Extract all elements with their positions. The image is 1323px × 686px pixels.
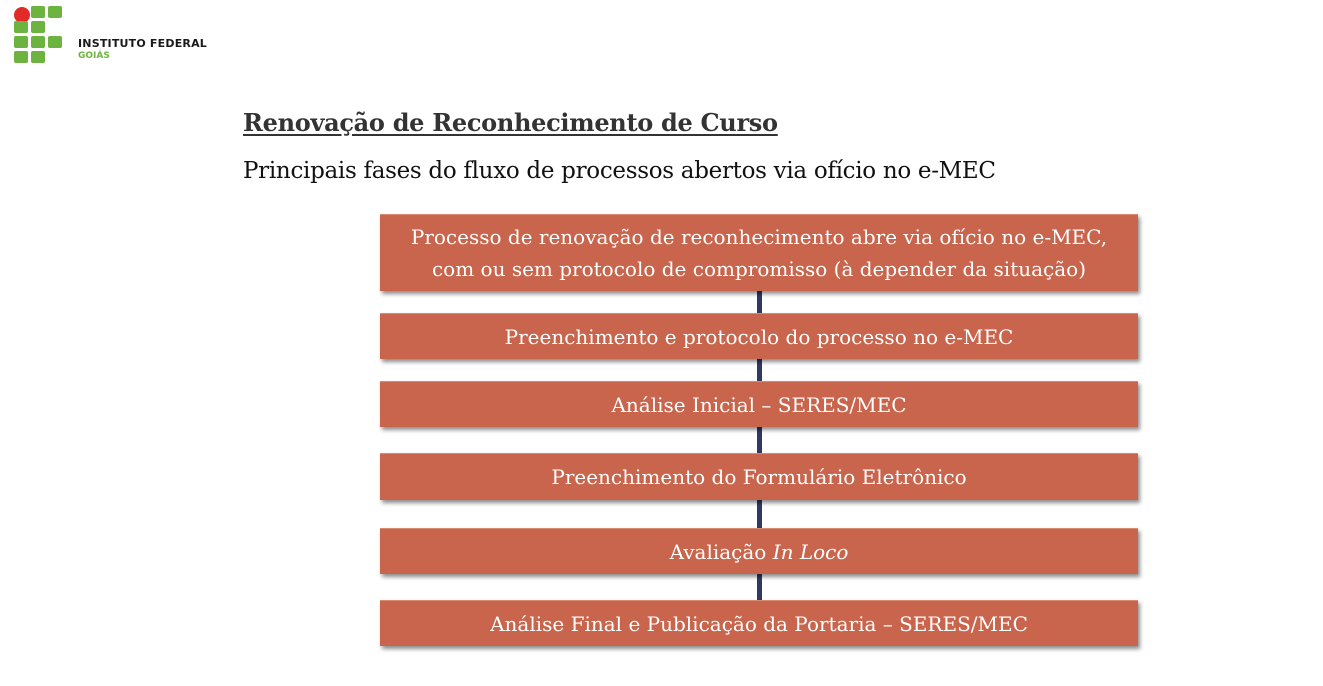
logo-grid-icon: [14, 6, 64, 64]
flow-step-5-text: Avaliação: [669, 539, 767, 564]
flow-step-1-line-1: Processo de renovação de reconhecimento abre via ofício no e-MEC,: [410, 225, 1108, 249]
flow-step-6-label: Análise Final e Publicação da Portaria – SERES/MEC: [490, 611, 1028, 636]
flow-step-1-line-2: com ou sem protocolo de compromisso (à depender da situação): [431, 257, 1087, 281]
flow-step-5-label: [670, 536, 849, 568]
flow-step-1: [380, 214, 1138, 291]
flow-step-6: [380, 600, 1138, 646]
flow-step-4: [380, 453, 1138, 500]
logo-line-1: INSTITUTO FEDERAL: [78, 37, 208, 50]
flow-connector: [757, 426, 762, 454]
flow-step-3-label: Análise Inicial – SERES/MEC: [611, 392, 907, 417]
flow-connector: [757, 358, 762, 382]
page-title: Renovação de Reconhecimento de Curso: [243, 108, 778, 137]
flow-connector: [757, 499, 762, 529]
logo-line-2: GOIÁS: [78, 51, 110, 61]
logo-text: [78, 38, 207, 62]
flow-step-5: [380, 528, 1138, 574]
flow-connector: [757, 290, 762, 314]
institution-logo: [14, 6, 234, 66]
flow-connector: [757, 573, 762, 601]
flow-step-2: [380, 313, 1138, 359]
flow-step-2-label: Preenchimento e protocolo do processo no e-MEC: [504, 324, 1014, 349]
page-subtitle: Principais fases do fluxo de processos abertos via ofício no e-MEC: [243, 158, 996, 184]
flow-step-4-label: Preenchimento do Formulário Eletrônico: [551, 465, 967, 489]
flow-step-3: [380, 381, 1138, 427]
flow-step-5-italic: In Loco: [772, 539, 849, 564]
